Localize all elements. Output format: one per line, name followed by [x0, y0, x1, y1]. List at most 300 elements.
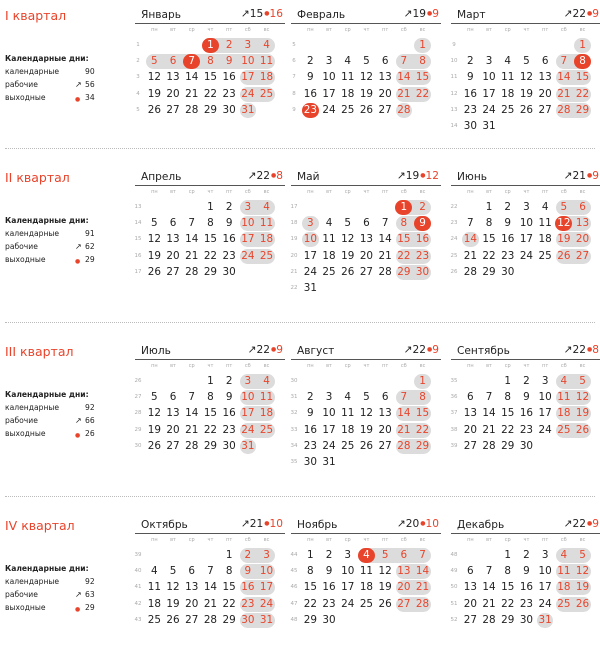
- calendar-day[interactable]: 11: [259, 217, 274, 230]
- calendar-day[interactable]: 25: [322, 265, 336, 278]
- calendar-day[interactable]: 30: [519, 439, 534, 452]
- calendar-day[interactable]: 7: [485, 391, 493, 404]
- calendar-day[interactable]: 31: [322, 456, 336, 468]
- calendar-day[interactable]: 10: [241, 55, 255, 68]
- calendar-day[interactable]: 1: [485, 201, 493, 213]
- calendar-day[interactable]: 18: [147, 597, 161, 610]
- calendar-day[interactable]: 9: [225, 55, 233, 68]
- calendar-day[interactable]: 25: [501, 103, 515, 116]
- calendar-day[interactable]: 14: [482, 407, 496, 420]
- calendar-day[interactable]: 9: [225, 391, 233, 404]
- calendar-day[interactable]: 19: [359, 87, 374, 100]
- calendar-day[interactable]: 16: [222, 71, 236, 84]
- calendar-day[interactable]: 26: [359, 439, 374, 452]
- calendar-day[interactable]: 23: [519, 597, 534, 610]
- calendar-day[interactable]: 29: [203, 265, 218, 278]
- calendar-day[interactable]: 13: [378, 407, 392, 420]
- calendar-day[interactable]: 23: [463, 103, 477, 116]
- calendar-day[interactable]: 24: [341, 597, 355, 610]
- calendar-day[interactable]: 16: [519, 581, 534, 594]
- calendar-day[interactable]: 15: [203, 407, 218, 420]
- calendar-day[interactable]: 12: [575, 391, 590, 404]
- calendar-day[interactable]: 11: [322, 233, 336, 246]
- calendar-day[interactable]: 19: [166, 597, 180, 610]
- calendar-day[interactable]: 28: [378, 265, 392, 278]
- calendar-day[interactable]: 2: [307, 55, 314, 68]
- calendar-day[interactable]: 5: [523, 55, 530, 68]
- calendar-day[interactable]: 6: [541, 55, 549, 68]
- calendar-day[interactable]: 15: [222, 581, 236, 594]
- calendar-day[interactable]: 24: [538, 597, 552, 610]
- calendar-day[interactable]: 2: [225, 201, 233, 213]
- calendar-day[interactable]: 5: [344, 217, 352, 230]
- calendar-day[interactable]: 17: [322, 423, 336, 436]
- calendar-day[interactable]: 30: [463, 120, 477, 132]
- calendar-day[interactable]: 25: [259, 87, 274, 100]
- calendar-day[interactable]: 9: [307, 71, 314, 84]
- calendar-day[interactable]: 31: [482, 120, 496, 132]
- calendar-day[interactable]: 3: [541, 549, 549, 561]
- calendar-day[interactable]: 27: [378, 103, 392, 116]
- calendar-day[interactable]: 19: [341, 249, 355, 262]
- calendar-day[interactable]: 30: [415, 265, 430, 278]
- calendar-day[interactable]: 20: [538, 87, 552, 100]
- calendar-day[interactable]: 15: [415, 71, 430, 84]
- calendar-day[interactable]: 21: [397, 423, 411, 436]
- calendar-day[interactable]: 30: [222, 103, 236, 116]
- calendar-day[interactable]: 14: [397, 71, 411, 84]
- calendar-day[interactable]: 11: [259, 391, 274, 404]
- calendar-day[interactable]: 2: [225, 39, 233, 51]
- calendar-day[interactable]: 14: [397, 407, 411, 420]
- calendar-day[interactable]: 6: [188, 565, 196, 578]
- calendar-day[interactable]: 12: [378, 565, 392, 578]
- calendar-day[interactable]: 17: [322, 87, 336, 100]
- calendar-day[interactable]: 19: [359, 423, 374, 436]
- calendar-day[interactable]: 17: [482, 87, 496, 100]
- calendar-day[interactable]: 19: [575, 581, 590, 594]
- calendar-day[interactable]: 1: [307, 549, 314, 561]
- calendar-day[interactable]: 24: [519, 249, 534, 262]
- calendar-day[interactable]: 22: [203, 87, 218, 100]
- calendar-day[interactable]: 12: [341, 233, 355, 246]
- calendar-day[interactable]: 20: [166, 249, 180, 262]
- calendar-day[interactable]: 5: [151, 391, 158, 404]
- calendar-day[interactable]: 30: [303, 456, 317, 468]
- calendar-day[interactable]: 24: [241, 423, 255, 436]
- calendar-day[interactable]: 16: [501, 233, 515, 246]
- calendar-day[interactable]: 26: [378, 597, 392, 610]
- calendar-day[interactable]: 21: [463, 249, 477, 262]
- calendar-day[interactable]: 14: [203, 581, 218, 594]
- calendar-day[interactable]: 28: [397, 439, 411, 452]
- calendar-day[interactable]: 20: [463, 423, 477, 436]
- calendar-day[interactable]: 22: [575, 87, 590, 100]
- calendar-day[interactable]: 28: [203, 613, 218, 626]
- calendar-day[interactable]: 30: [322, 613, 336, 626]
- calendar-day[interactable]: 6: [400, 549, 408, 561]
- calendar-day[interactable]: 20: [575, 233, 590, 246]
- calendar-day[interactable]: 11: [259, 55, 274, 68]
- calendar-day[interactable]: 5: [381, 549, 389, 561]
- calendar-day[interactable]: 13: [575, 217, 590, 230]
- calendar-day[interactable]: 2: [244, 549, 252, 561]
- calendar-day[interactable]: 31: [303, 282, 317, 294]
- calendar-day[interactable]: 1: [225, 549, 233, 561]
- calendar-day[interactable]: 18: [501, 87, 515, 100]
- calendar-day[interactable]: 21: [185, 423, 199, 436]
- calendar-day[interactable]: 26: [147, 103, 161, 116]
- calendar-day[interactable]: 26: [575, 423, 590, 436]
- calendar-day[interactable]: 31: [241, 103, 255, 116]
- calendar-day[interactable]: 19: [575, 407, 590, 420]
- calendar-day[interactable]: 25: [359, 597, 374, 610]
- calendar-day[interactable]: 27: [359, 265, 374, 278]
- calendar-day[interactable]: 15: [397, 233, 411, 246]
- calendar-day[interactable]: 29: [415, 439, 430, 452]
- calendar-day[interactable]: 24: [538, 423, 552, 436]
- calendar-day[interactable]: 6: [579, 201, 586, 213]
- calendar-day[interactable]: 3: [344, 549, 352, 561]
- calendar-day[interactable]: 4: [560, 549, 568, 561]
- calendar-day[interactable]: 10: [482, 71, 496, 84]
- calendar-day[interactable]: 6: [169, 217, 177, 230]
- calendar-day[interactable]: 21: [482, 597, 496, 610]
- calendar-day[interactable]: 1: [207, 201, 214, 213]
- calendar-day[interactable]: 18: [359, 581, 374, 594]
- calendar-day[interactable]: 8: [207, 55, 214, 68]
- calendar-day[interactable]: 14: [185, 233, 199, 246]
- calendar-day[interactable]: 6: [169, 391, 177, 404]
- calendar-day[interactable]: 8: [504, 565, 512, 578]
- calendar-day[interactable]: 25: [538, 249, 552, 262]
- calendar-day[interactable]: 24: [482, 103, 496, 116]
- calendar-day[interactable]: 16: [415, 233, 430, 246]
- calendar-day[interactable]: 4: [263, 201, 270, 213]
- calendar-day[interactable]: 23: [222, 249, 236, 262]
- calendar-day[interactable]: 2: [523, 549, 530, 561]
- calendar-day[interactable]: 27: [378, 439, 392, 452]
- calendar-day[interactable]: 11: [341, 71, 355, 84]
- calendar-day[interactable]: 17: [538, 407, 552, 420]
- calendar-day[interactable]: 22: [222, 597, 236, 610]
- calendar-day[interactable]: 8: [225, 565, 233, 578]
- calendar-day[interactable]: 28: [185, 439, 199, 452]
- calendar-day[interactable]: 4: [363, 549, 370, 561]
- calendar-day[interactable]: 9: [504, 217, 512, 230]
- calendar-day[interactable]: 30: [241, 613, 255, 626]
- calendar-day[interactable]: 21: [415, 581, 430, 594]
- calendar-day[interactable]: 11: [557, 565, 571, 578]
- calendar-day[interactable]: 12: [147, 71, 161, 84]
- calendar-day[interactable]: 21: [203, 597, 218, 610]
- calendar-day[interactable]: 13: [166, 71, 180, 84]
- calendar-day[interactable]: 10: [241, 217, 255, 230]
- calendar-day[interactable]: 29: [397, 265, 411, 278]
- calendar-day[interactable]: 12: [575, 565, 590, 578]
- calendar-day[interactable]: 27: [166, 103, 180, 116]
- calendar-day[interactable]: 10: [538, 565, 552, 578]
- calendar-day[interactable]: 13: [166, 233, 180, 246]
- calendar-day[interactable]: 1: [400, 201, 408, 213]
- calendar-day[interactable]: 29: [501, 439, 515, 452]
- calendar-day[interactable]: 7: [188, 55, 196, 68]
- calendar-day[interactable]: 31: [241, 439, 255, 452]
- calendar-day[interactable]: 31: [538, 613, 552, 626]
- calendar-day[interactable]: 13: [463, 407, 477, 420]
- calendar-day[interactable]: 15: [482, 233, 496, 246]
- calendar-day[interactable]: 18: [341, 423, 355, 436]
- calendar-day[interactable]: 3: [541, 375, 549, 387]
- calendar-day[interactable]: 5: [151, 217, 158, 230]
- calendar-day[interactable]: 28: [397, 103, 411, 116]
- calendar-day[interactable]: 21: [482, 423, 496, 436]
- calendar-day[interactable]: 15: [303, 581, 317, 594]
- calendar-day[interactable]: 7: [467, 217, 474, 230]
- calendar-day[interactable]: 16: [222, 407, 236, 420]
- calendar-day[interactable]: 29: [203, 103, 218, 116]
- calendar-day[interactable]: 27: [538, 103, 552, 116]
- calendar-day[interactable]: 5: [579, 549, 586, 561]
- calendar-day[interactable]: 12: [519, 71, 534, 84]
- calendar-day[interactable]: 22: [203, 423, 218, 436]
- calendar-day[interactable]: 3: [263, 549, 270, 561]
- calendar-day[interactable]: 20: [185, 597, 199, 610]
- calendar-day[interactable]: 27: [185, 613, 199, 626]
- calendar-day[interactable]: 15: [203, 71, 218, 84]
- calendar-day[interactable]: 9: [467, 71, 474, 84]
- calendar-day[interactable]: 23: [241, 597, 255, 610]
- calendar-day[interactable]: 17: [241, 407, 255, 420]
- calendar-day[interactable]: 30: [222, 439, 236, 452]
- calendar-day[interactable]: 7: [207, 565, 214, 578]
- calendar-day[interactable]: 6: [381, 391, 389, 404]
- calendar-day[interactable]: 23: [519, 423, 534, 436]
- calendar-day[interactable]: 1: [419, 39, 426, 51]
- calendar-day[interactable]: 2: [307, 391, 314, 404]
- calendar-day[interactable]: 28: [482, 613, 496, 626]
- calendar-day[interactable]: 24: [259, 597, 274, 610]
- calendar-day[interactable]: 6: [467, 391, 474, 404]
- calendar-day[interactable]: 30: [222, 265, 236, 278]
- calendar-day[interactable]: 5: [363, 391, 370, 404]
- calendar-day[interactable]: 18: [322, 249, 336, 262]
- calendar-day[interactable]: 4: [541, 201, 549, 213]
- calendar-day[interactable]: 5: [579, 375, 586, 387]
- calendar-day[interactable]: 26: [519, 103, 534, 116]
- calendar-day[interactable]: 23: [222, 423, 236, 436]
- calendar-day[interactable]: 25: [557, 423, 571, 436]
- calendar-day[interactable]: 8: [419, 55, 426, 68]
- calendar-day[interactable]: 4: [263, 375, 270, 387]
- calendar-day[interactable]: 8: [504, 391, 512, 404]
- calendar-day[interactable]: 18: [259, 407, 274, 420]
- calendar-day[interactable]: 13: [185, 581, 199, 594]
- calendar-day[interactable]: 26: [147, 439, 161, 452]
- calendar-day[interactable]: 30: [501, 265, 515, 278]
- calendar-day[interactable]: 17: [303, 249, 317, 262]
- calendar-day[interactable]: 8: [307, 565, 314, 578]
- calendar-day[interactable]: 14: [185, 71, 199, 84]
- calendar-day[interactable]: 22: [415, 423, 430, 436]
- calendar-day[interactable]: 3: [485, 55, 493, 68]
- calendar-day[interactable]: 25: [557, 597, 571, 610]
- calendar-day[interactable]: 27: [463, 613, 477, 626]
- calendar-day[interactable]: 16: [463, 87, 477, 100]
- calendar-day[interactable]: 8: [579, 55, 586, 68]
- calendar-day[interactable]: 20: [166, 423, 180, 436]
- calendar-day[interactable]: 10: [241, 391, 255, 404]
- calendar-day[interactable]: 3: [244, 39, 252, 51]
- calendar-day[interactable]: 27: [397, 597, 411, 610]
- calendar-day[interactable]: 29: [222, 613, 236, 626]
- calendar-day[interactable]: 30: [519, 613, 534, 626]
- calendar-day[interactable]: 4: [504, 55, 512, 68]
- calendar-day[interactable]: 22: [303, 597, 317, 610]
- calendar-day[interactable]: 12: [166, 581, 180, 594]
- calendar-day[interactable]: 26: [341, 265, 355, 278]
- calendar-day[interactable]: 10: [259, 565, 274, 578]
- calendar-day[interactable]: 10: [303, 233, 317, 246]
- calendar-day[interactable]: 12: [359, 71, 374, 84]
- calendar-day[interactable]: 18: [538, 233, 552, 246]
- calendar-day[interactable]: 14: [378, 233, 392, 246]
- calendar-day[interactable]: 1: [419, 375, 426, 387]
- calendar-day[interactable]: 5: [363, 55, 370, 68]
- calendar-day[interactable]: 29: [575, 103, 590, 116]
- calendar-day[interactable]: 20: [166, 87, 180, 100]
- calendar-day[interactable]: 11: [147, 581, 161, 594]
- calendar-day[interactable]: 4: [560, 375, 568, 387]
- calendar-day[interactable]: 10: [322, 407, 336, 420]
- calendar-day[interactable]: 24: [322, 103, 336, 116]
- calendar-day[interactable]: 7: [381, 217, 389, 230]
- calendar-day[interactable]: 2: [467, 55, 474, 68]
- calendar-day[interactable]: 25: [341, 439, 355, 452]
- calendar-day[interactable]: 26: [147, 265, 161, 278]
- calendar-day[interactable]: 24: [303, 265, 317, 278]
- calendar-day[interactable]: 4: [263, 39, 270, 51]
- calendar-day[interactable]: 4: [325, 217, 333, 230]
- calendar-day[interactable]: 1: [207, 375, 214, 387]
- calendar-day[interactable]: 11: [501, 71, 515, 84]
- calendar-day[interactable]: 11: [341, 407, 355, 420]
- calendar-day[interactable]: 27: [166, 265, 180, 278]
- calendar-day[interactable]: 28: [185, 265, 199, 278]
- calendar-day[interactable]: 6: [363, 217, 370, 230]
- calendar-day[interactable]: 20: [378, 423, 392, 436]
- calendar-day[interactable]: 13: [166, 407, 180, 420]
- calendar-day[interactable]: 14: [463, 233, 477, 246]
- calendar-day[interactable]: 16: [241, 581, 255, 594]
- calendar-day[interactable]: 17: [519, 233, 534, 246]
- calendar-day[interactable]: 17: [538, 581, 552, 594]
- calendar-day[interactable]: 25: [147, 613, 161, 626]
- calendar-day[interactable]: 22: [501, 423, 515, 436]
- calendar-day[interactable]: 2: [325, 549, 333, 561]
- calendar-day[interactable]: 15: [501, 407, 515, 420]
- calendar-day[interactable]: 7: [188, 217, 196, 230]
- calendar-day[interactable]: 6: [381, 55, 389, 68]
- calendar-day[interactable]: 21: [185, 249, 199, 262]
- calendar-day[interactable]: 24: [241, 87, 255, 100]
- calendar-day[interactable]: 19: [519, 87, 534, 100]
- calendar-day[interactable]: 18: [259, 71, 274, 84]
- calendar-day[interactable]: 17: [241, 71, 255, 84]
- calendar-day[interactable]: 22: [501, 597, 515, 610]
- calendar-day[interactable]: 2: [225, 375, 233, 387]
- calendar-day[interactable]: 10: [341, 565, 355, 578]
- calendar-day[interactable]: 9: [325, 565, 333, 578]
- calendar-day[interactable]: 16: [303, 87, 317, 100]
- calendar-day[interactable]: 28: [185, 103, 199, 116]
- calendar-day[interactable]: 26: [557, 249, 571, 262]
- calendar-day[interactable]: 5: [560, 201, 568, 213]
- calendar-day[interactable]: 14: [185, 407, 199, 420]
- calendar-day[interactable]: 31: [259, 613, 274, 626]
- calendar-day[interactable]: 13: [378, 71, 392, 84]
- calendar-day[interactable]: 7: [485, 565, 493, 578]
- calendar-day[interactable]: 15: [415, 407, 430, 420]
- calendar-day[interactable]: 9: [225, 217, 233, 230]
- calendar-day[interactable]: 14: [557, 71, 571, 84]
- calendar-day[interactable]: 18: [557, 407, 571, 420]
- calendar-day[interactable]: 11: [557, 391, 571, 404]
- calendar-day[interactable]: 14: [415, 565, 430, 578]
- calendar-day[interactable]: 17: [241, 233, 255, 246]
- calendar-day[interactable]: 7: [560, 55, 568, 68]
- calendar-day[interactable]: 18: [259, 233, 274, 246]
- calendar-day[interactable]: 16: [222, 233, 236, 246]
- calendar-day[interactable]: 23: [415, 249, 430, 262]
- calendar-day[interactable]: 14: [482, 581, 496, 594]
- calendar-day[interactable]: 18: [341, 87, 355, 100]
- calendar-day[interactable]: 23: [322, 597, 336, 610]
- calendar-day[interactable]: 13: [538, 71, 552, 84]
- calendar-day[interactable]: 2: [523, 375, 530, 387]
- calendar-day[interactable]: 20: [359, 249, 374, 262]
- calendar-day[interactable]: 26: [575, 597, 590, 610]
- calendar-day[interactable]: 27: [463, 439, 477, 452]
- calendar-day[interactable]: 21: [378, 249, 392, 262]
- calendar-day[interactable]: 20: [463, 597, 477, 610]
- calendar-day[interactable]: 7: [419, 549, 426, 561]
- calendar-day[interactable]: 7: [188, 391, 196, 404]
- calendar-day[interactable]: 8: [207, 391, 214, 404]
- calendar-day[interactable]: 24: [241, 249, 255, 262]
- calendar-day[interactable]: 3: [244, 375, 252, 387]
- calendar-day[interactable]: 3: [325, 391, 333, 404]
- calendar-day[interactable]: 19: [147, 249, 161, 262]
- calendar-day[interactable]: 6: [169, 55, 177, 68]
- calendar-day[interactable]: 7: [400, 391, 408, 404]
- calendar-day[interactable]: 3: [307, 217, 314, 230]
- calendar-day[interactable]: 23: [222, 87, 236, 100]
- calendar-day[interactable]: 10: [538, 391, 552, 404]
- calendar-day[interactable]: 15: [501, 581, 515, 594]
- calendar-day[interactable]: 11: [359, 565, 374, 578]
- calendar-day[interactable]: 26: [359, 103, 374, 116]
- calendar-day[interactable]: 12: [147, 407, 161, 420]
- calendar-day[interactable]: 22: [397, 249, 411, 262]
- calendar-day[interactable]: 1: [504, 549, 512, 561]
- calendar-day[interactable]: 9: [419, 217, 426, 230]
- calendar-day[interactable]: 29: [203, 439, 218, 452]
- calendar-day[interactable]: 12: [557, 217, 571, 230]
- calendar-day[interactable]: 28: [463, 265, 477, 278]
- calendar-day[interactable]: 4: [344, 391, 352, 404]
- calendar-day[interactable]: 2: [504, 201, 512, 213]
